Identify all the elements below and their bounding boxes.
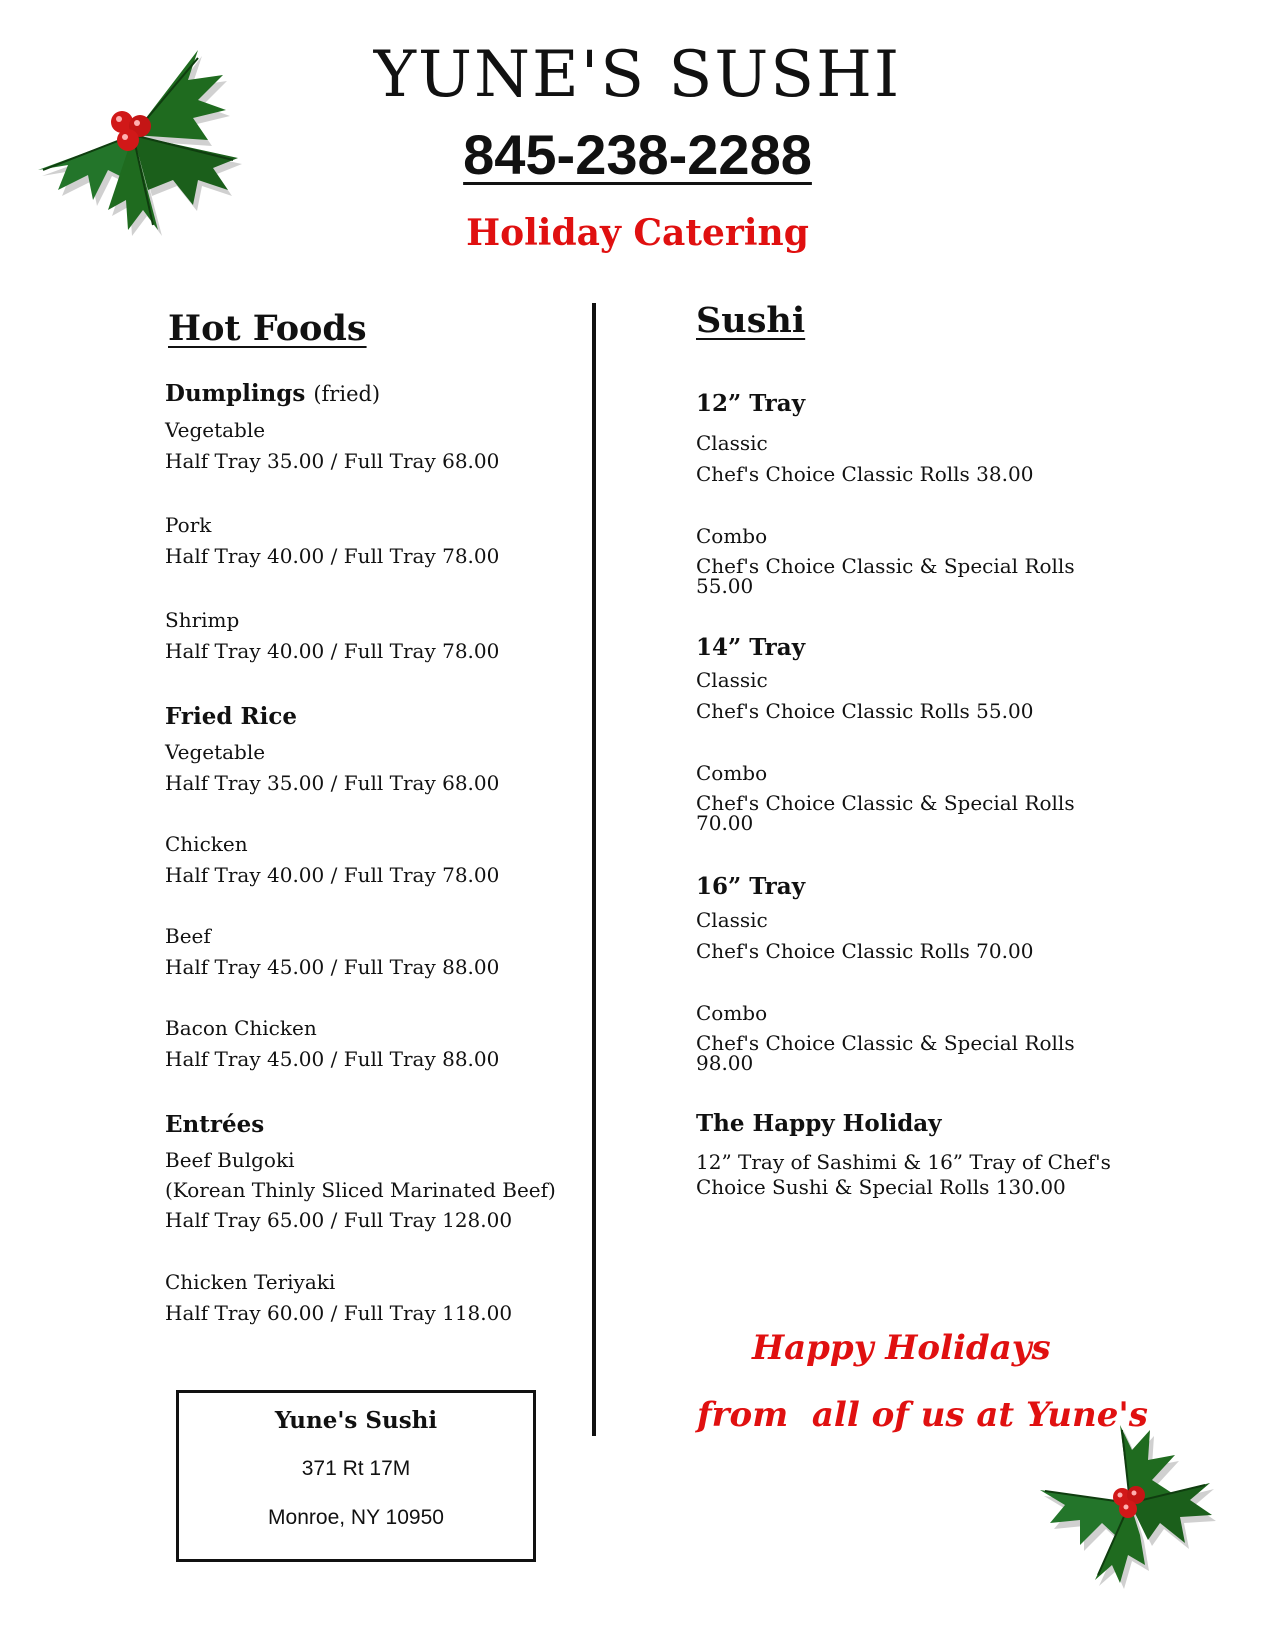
menu-item-description: (Korean Thinly Sliced Marinated Beef) [165, 1178, 556, 1202]
menu-item-price: Half Tray 40.00 / Full Tray 78.00 [165, 639, 500, 663]
menu-item-name: Bacon Chicken [165, 1016, 317, 1040]
tray-classic-label: Classic [696, 908, 768, 932]
phone-number-text: 845-238-2288 [463, 123, 812, 186]
happy-holiday-desc-line1: 12” Tray of Sashimi & 16” Tray of Chef's [696, 1150, 1111, 1174]
tray-combo-desc: Chef's Choice Classic & Special Rolls [696, 1031, 1075, 1055]
tray-classic-desc: Chef's Choice Classic Rolls 70.00 [696, 939, 1034, 963]
tray-combo-label: Combo [696, 1001, 768, 1025]
tray-size-heading: 14” Tray [696, 634, 806, 661]
menu-item-name: Chicken Teriyaki [165, 1270, 336, 1294]
phone-number [0, 122, 1275, 187]
address-city: Monroe, NY 10950 [268, 1506, 444, 1529]
tray-combo-price: 98.00 [696, 1051, 754, 1075]
dumplings-note: (fried) [313, 382, 381, 406]
address-restaurant-name: Yune's Sushi [274, 1407, 438, 1434]
happy-holiday-desc-line2: Choice Sushi & Special Rolls 130.00 [696, 1175, 1066, 1199]
dumplings-label: Dumplings [165, 380, 306, 407]
entrees-heading: Entrées [165, 1111, 265, 1138]
tray-combo-desc: Chef's Choice Classic & Special Rolls [696, 791, 1075, 815]
tray-combo-price: 70.00 [696, 811, 754, 835]
menu-item-name: Shrimp [165, 608, 240, 632]
menu-item-name: Pork [165, 513, 212, 537]
hot-foods-heading: Hot Foods [168, 308, 367, 349]
sushi-heading: Sushi [696, 300, 806, 341]
menu-item-price: Half Tray 35.00 / Full Tray 68.00 [165, 449, 500, 473]
greeting-line-2: from all of us at Yune's [697, 1395, 1148, 1435]
menu-item-name: Beef Bulgoki [165, 1148, 295, 1172]
tray-size-heading: 16” Tray [696, 873, 806, 900]
menu-item-price: Half Tray 65.00 / Full Tray 128.00 [165, 1208, 513, 1232]
menu-item-name: Vegetable [165, 740, 266, 764]
page-subtitle: Holiday Catering [466, 212, 809, 254]
menu-item-price: Half Tray 40.00 / Full Tray 78.00 [165, 544, 500, 568]
menu-item-price: Half Tray 45.00 / Full Tray 88.00 [165, 955, 500, 979]
menu-item-price: Half Tray 40.00 / Full Tray 78.00 [165, 863, 500, 887]
fried-rice-heading: Fried Rice [165, 703, 297, 730]
tray-classic-desc: Chef's Choice Classic Rolls 55.00 [696, 699, 1034, 723]
greeting-line-1: Happy Holidays [752, 1328, 1051, 1368]
tray-combo-label: Combo [696, 761, 768, 785]
menu-item-name: Chicken [165, 832, 248, 856]
menu-item-price: Half Tray 45.00 / Full Tray 88.00 [165, 1047, 500, 1071]
tray-size-heading: 12” Tray [696, 390, 806, 417]
menu-item-price: Half Tray 35.00 / Full Tray 68.00 [165, 771, 500, 795]
address-street: 371 Rt 17M [301, 1457, 411, 1480]
column-divider [592, 303, 596, 1436]
tray-combo-desc: Chef's Choice Classic & Special Rolls [696, 554, 1075, 578]
tray-classic-desc: Chef's Choice Classic Rolls 38.00 [696, 462, 1034, 486]
tray-classic-label: Classic [696, 431, 768, 455]
page-title: YUNE'S SUSHI [373, 38, 902, 112]
menu-item-name: Beef [165, 924, 211, 948]
address-box [176, 1390, 536, 1562]
holly-icon-bottom-right [1040, 1425, 1220, 1585]
dumplings-heading [165, 380, 380, 407]
tray-combo-label: Combo [696, 524, 768, 548]
tray-combo-price: 55.00 [696, 574, 754, 598]
happy-holiday-heading: The Happy Holiday [696, 1110, 942, 1137]
menu-item-name: Vegetable [165, 418, 266, 442]
tray-classic-label: Classic [696, 668, 768, 692]
menu-item-price: Half Tray 60.00 / Full Tray 118.00 [165, 1301, 513, 1325]
